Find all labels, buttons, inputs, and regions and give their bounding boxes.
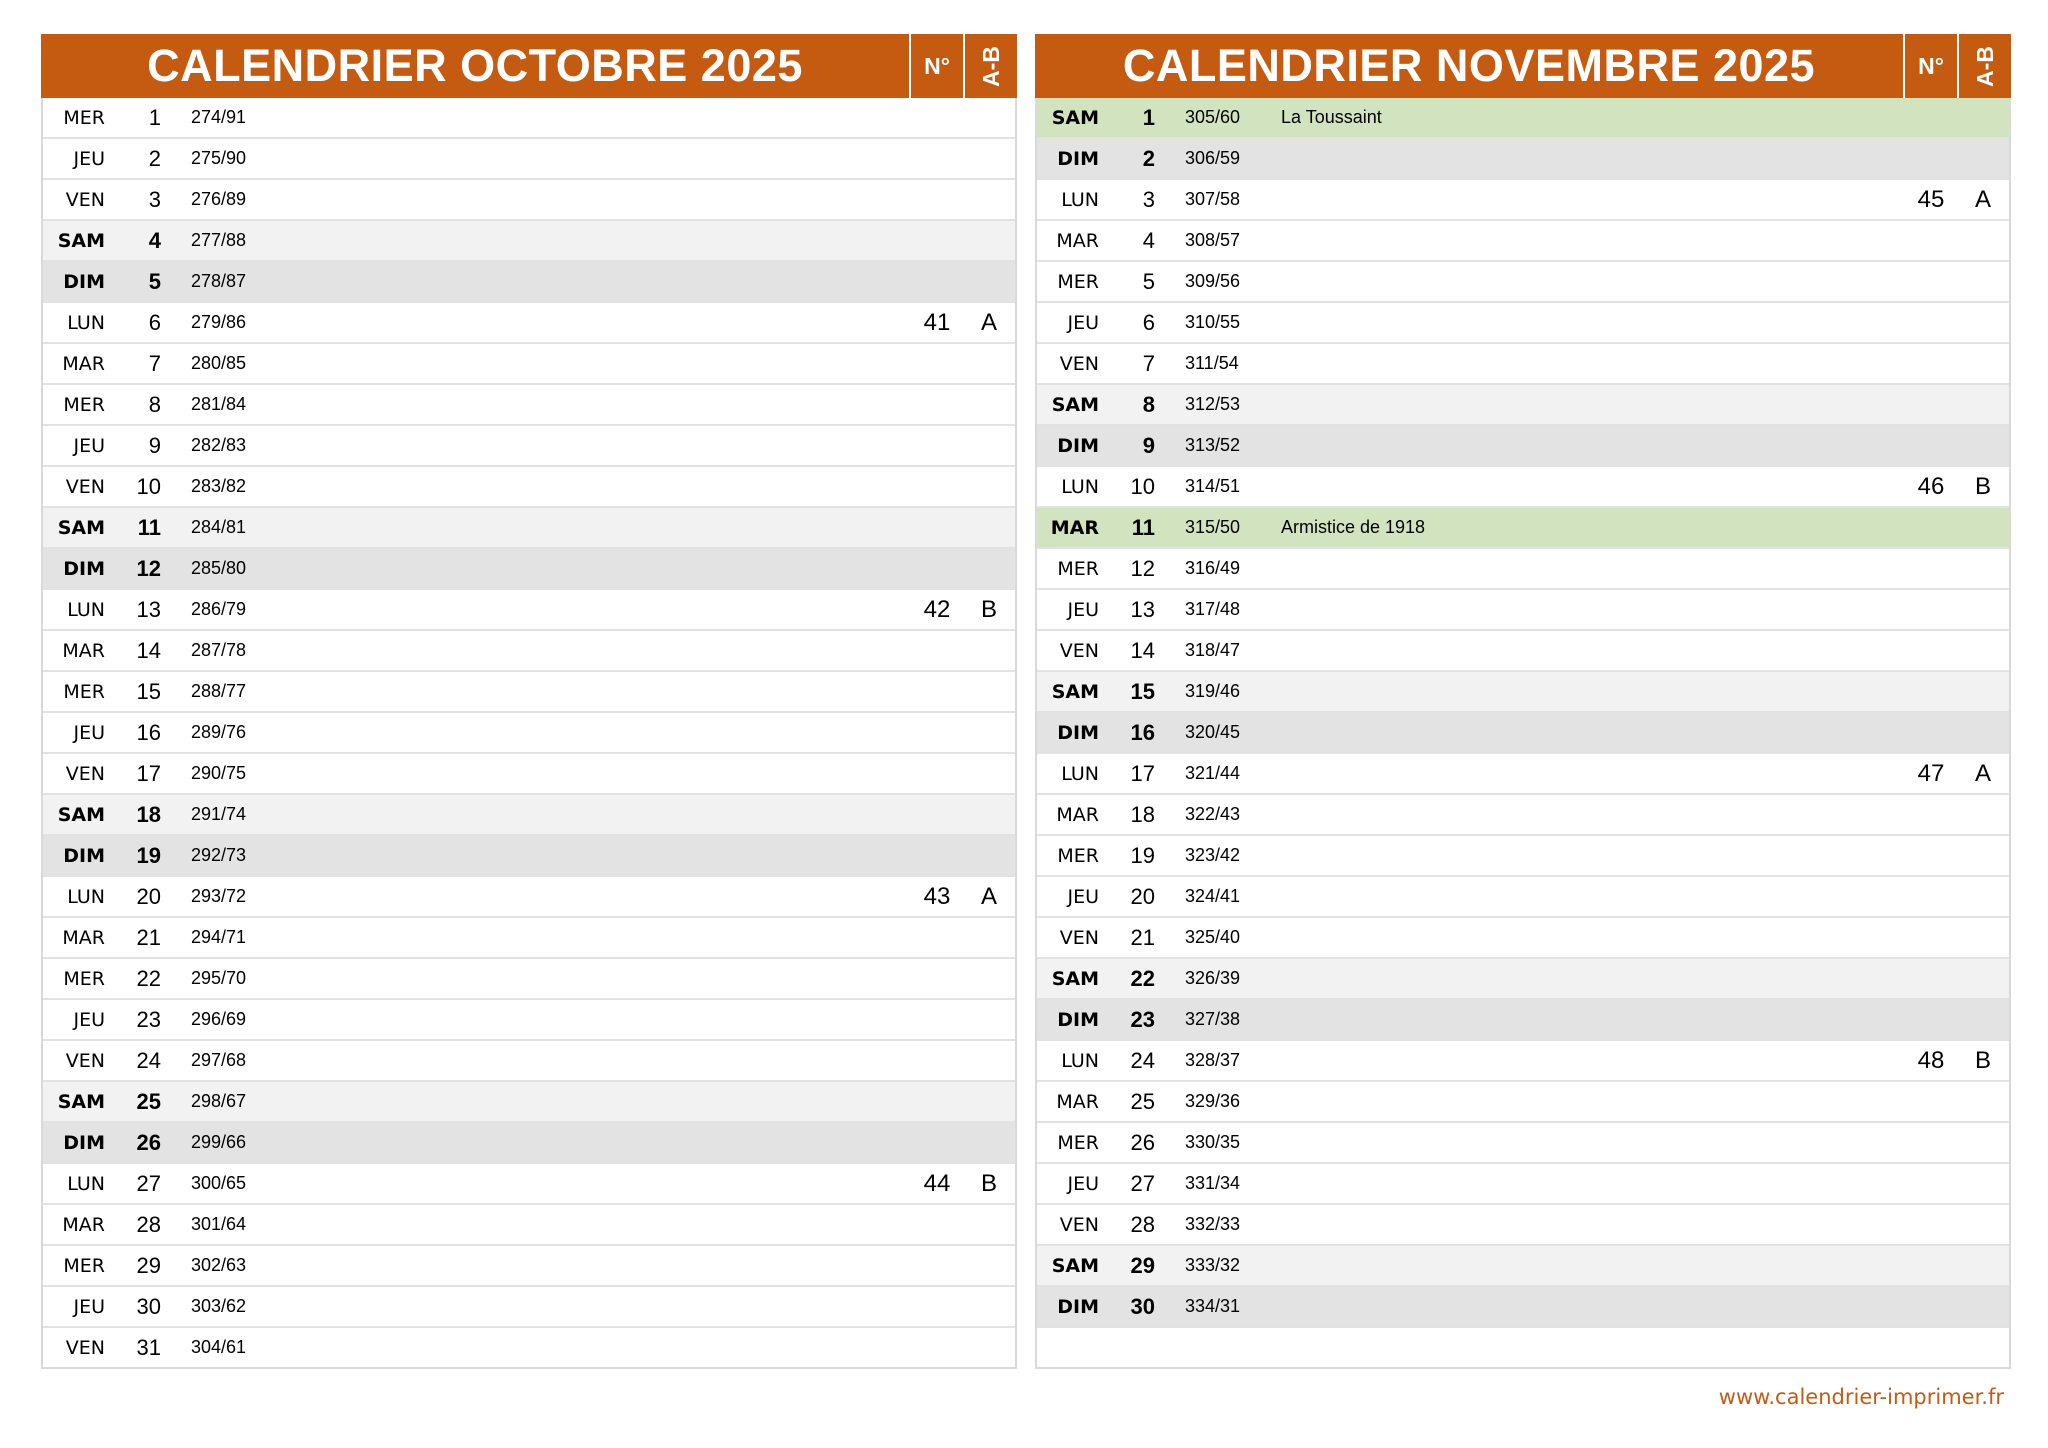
day-name: JEU: [1067, 1172, 1099, 1195]
day-of-year: 298/67: [191, 1091, 247, 1111]
day-name: VEN: [65, 188, 105, 211]
day-number: 12: [1130, 555, 1155, 581]
day-number: 3: [1142, 186, 1155, 212]
day-name: DIM: [63, 557, 105, 580]
day-row: [43, 1123, 1015, 1164]
day-of-year: 311/54: [1185, 353, 1239, 373]
day-number: 18: [1130, 801, 1155, 827]
day-row: [43, 754, 1015, 795]
day-name: VEN: [65, 1049, 105, 1072]
day-of-year: 309/56: [1185, 271, 1241, 291]
november-week-number-header: N°: [1903, 34, 1957, 98]
day-row: [43, 262, 1015, 303]
day-name: DIM: [1057, 147, 1099, 170]
day-name: DIM: [1057, 1295, 1099, 1318]
week-ab: B: [980, 595, 997, 623]
day-number: 1: [148, 104, 161, 130]
day-row: [1037, 1041, 2009, 1082]
week-ab: A: [980, 308, 997, 336]
day-row: [1037, 590, 2009, 631]
day-of-year: 282/83: [191, 435, 247, 455]
day-name: DIM: [1057, 721, 1099, 744]
day-number: 5: [1142, 268, 1155, 294]
day-name: SAM: [1051, 680, 1099, 703]
day-name: JEU: [73, 1008, 105, 1031]
day-of-year: 306/59: [1185, 148, 1241, 168]
day-name: MAR: [62, 352, 105, 375]
day-number: 9: [1142, 432, 1155, 458]
day-name: LUN: [67, 311, 105, 334]
day-row: [1037, 303, 2009, 344]
day-of-year: 279/86: [191, 312, 247, 332]
day-row: [43, 549, 1015, 590]
day-name: DIM: [63, 270, 105, 293]
november-title: CALENDRIER NOVEMBRE 2025: [1122, 40, 1816, 91]
day-of-year: 304/61: [191, 1337, 247, 1357]
day-of-year: 284/81: [191, 517, 247, 537]
day-number: 26: [1130, 1129, 1155, 1155]
day-name: SAM: [1051, 1254, 1099, 1277]
day-row: [1037, 467, 2009, 508]
week-ab: B: [1974, 1046, 1991, 1074]
day-of-year: 319/46: [1185, 681, 1241, 701]
day-row: [43, 1041, 1015, 1082]
day-of-year: 276/89: [191, 189, 247, 209]
day-number: 8: [148, 391, 161, 417]
day-number: 4: [1142, 227, 1155, 253]
day-number: 30: [136, 1293, 161, 1319]
day-row: [43, 631, 1015, 672]
day-name: MER: [1057, 1131, 1099, 1154]
day-name: JEU: [1067, 885, 1099, 908]
day-number: 28: [1130, 1211, 1155, 1237]
day-name: SAM: [1051, 106, 1099, 129]
day-name: LUN: [1061, 1049, 1099, 1072]
day-row: [43, 795, 1015, 836]
november-header: [1035, 34, 2011, 98]
day-number: 19: [136, 842, 161, 868]
day-number: 25: [136, 1088, 161, 1114]
week-ab: B: [980, 1169, 997, 1197]
day-of-year: 315/50: [1185, 517, 1241, 537]
day-of-year: 327/38: [1185, 1009, 1241, 1029]
day-of-year: 329/36: [1185, 1091, 1241, 1111]
day-row: [43, 1205, 1015, 1246]
day-of-year: 300/65: [191, 1173, 247, 1193]
day-of-year: 299/66: [191, 1132, 247, 1152]
day-number: 19: [1130, 842, 1155, 868]
day-of-year: 285/80: [191, 558, 247, 578]
october-title: CALENDRIER OCTOBRE 2025: [147, 40, 803, 91]
day-name: VEN: [65, 762, 105, 785]
week-ab: A: [1974, 185, 1991, 213]
day-of-year: 292/73: [191, 845, 247, 865]
day-row: [1037, 631, 2009, 672]
day-number: 11: [137, 514, 161, 540]
day-number: 28: [136, 1211, 161, 1237]
day-row: [43, 508, 1015, 549]
day-name: MAR: [62, 926, 105, 949]
day-row: [43, 590, 1015, 631]
footer-url[interactable]: www.calendrier-imprimer.fr: [1718, 1385, 2004, 1409]
day-number: 29: [1130, 1252, 1155, 1278]
day-name: LUN: [1061, 188, 1099, 211]
day-of-year: 290/75: [191, 763, 247, 783]
day-name: JEU: [1067, 311, 1099, 334]
day-name: VEN: [1059, 639, 1099, 662]
day-of-year: 320/45: [1185, 722, 1241, 742]
day-name: MER: [63, 1254, 105, 1277]
day-number: 8: [1142, 391, 1155, 417]
day-name: MER: [63, 393, 105, 416]
day-name: MER: [63, 106, 105, 129]
day-name: MAR: [1056, 229, 1099, 252]
event-label: La Toussaint: [1281, 107, 1382, 127]
day-of-year: 287/78: [191, 640, 247, 660]
day-of-year: 275/90: [191, 148, 247, 168]
day-row: [1037, 713, 2009, 754]
day-of-year: 334/31: [1185, 1296, 1241, 1316]
day-number: 27: [136, 1170, 161, 1196]
day-number: 10: [136, 473, 161, 499]
day-row: [43, 1082, 1015, 1123]
day-name: MAR: [62, 639, 105, 662]
day-row: [43, 180, 1015, 221]
day-row: [1037, 1246, 2009, 1287]
day-of-year: 296/69: [191, 1009, 247, 1029]
day-number: 24: [136, 1047, 161, 1073]
november-day-list: [1035, 98, 2011, 1369]
week-number: 47: [1917, 759, 1945, 787]
day-row: [1037, 98, 2009, 139]
day-name: JEU: [73, 1295, 105, 1318]
day-name: SAM: [1051, 393, 1099, 416]
november-calendar: [1035, 34, 2011, 1369]
day-of-year: 305/60: [1185, 107, 1241, 127]
week-ab: B: [1974, 472, 1991, 500]
day-row: [1037, 672, 2009, 713]
day-row: [1037, 1205, 2009, 1246]
day-name: LUN: [67, 598, 105, 621]
day-name: SAM: [57, 516, 105, 539]
day-of-year: 330/35: [1185, 1132, 1241, 1152]
week-number: 48: [1917, 1046, 1945, 1074]
day-row: [43, 1287, 1015, 1328]
day-number: 10: [1130, 473, 1155, 499]
day-of-year: 325/40: [1185, 927, 1241, 947]
day-number: 23: [1130, 1006, 1155, 1032]
day-number: 1: [1142, 104, 1155, 130]
day-number: 13: [136, 596, 161, 622]
day-row: [1037, 344, 2009, 385]
day-number: 6: [148, 309, 161, 335]
day-row: [1037, 1000, 2009, 1041]
day-of-year: 277/88: [191, 230, 247, 250]
day-of-year: 293/72: [191, 886, 247, 906]
day-number: 30: [1130, 1293, 1155, 1319]
day-of-year: 294/71: [191, 927, 247, 947]
day-of-year: 332/33: [1185, 1214, 1241, 1234]
october-day-list: [41, 98, 1017, 1369]
day-row: [43, 1246, 1015, 1287]
day-number: 18: [136, 801, 161, 827]
day-name: MAR: [1056, 803, 1099, 826]
day-row: [1037, 385, 2009, 426]
october-week-number-header: N°: [909, 34, 963, 98]
week-number: 45: [1917, 185, 1945, 213]
day-number: 16: [1130, 719, 1155, 745]
day-of-year: 333/32: [1185, 1255, 1241, 1275]
day-number: 21: [136, 924, 161, 950]
day-number: 22: [136, 965, 161, 991]
week-ab: A: [1974, 759, 1991, 787]
day-of-year: 280/85: [191, 353, 247, 373]
day-row: [1037, 426, 2009, 467]
day-name: SAM: [57, 803, 105, 826]
day-of-year: 322/43: [1185, 804, 1241, 824]
day-row: [43, 221, 1015, 262]
day-number: 11: [1131, 514, 1155, 540]
day-row: [43, 672, 1015, 713]
day-row: [1037, 549, 2009, 590]
day-row: [1037, 836, 2009, 877]
day-name: JEU: [73, 721, 105, 744]
day-of-year: 328/37: [1185, 1050, 1241, 1070]
week-number: 46: [1917, 472, 1945, 500]
day-row: [43, 303, 1015, 344]
day-number: 20: [136, 883, 161, 909]
day-of-year: 297/68: [191, 1050, 247, 1070]
day-row: [43, 344, 1015, 385]
day-row: [43, 959, 1015, 1000]
day-name: JEU: [73, 147, 105, 170]
day-row: [1037, 918, 2009, 959]
week-number: 44: [923, 1169, 951, 1197]
day-of-year: 313/52: [1185, 435, 1241, 455]
day-of-year: 302/63: [191, 1255, 247, 1275]
day-row: [43, 98, 1015, 139]
day-name: MER: [63, 967, 105, 990]
november-ab-header: [1957, 34, 2011, 98]
day-row: [43, 836, 1015, 877]
day-row: [43, 426, 1015, 467]
day-number: 29: [136, 1252, 161, 1278]
day-name: MER: [63, 680, 105, 703]
day-name: DIM: [1057, 434, 1099, 457]
day-name: LUN: [67, 885, 105, 908]
day-row: [43, 385, 1015, 426]
day-of-year: 303/62: [191, 1296, 247, 1316]
day-name: DIM: [63, 1131, 105, 1154]
day-name: SAM: [57, 1090, 105, 1113]
day-number: 22: [1130, 965, 1155, 991]
day-number: 13: [1130, 596, 1155, 622]
day-number: 17: [136, 760, 161, 786]
day-row: [43, 713, 1015, 754]
day-name: MAR: [1056, 1090, 1099, 1113]
day-name: VEN: [1059, 926, 1099, 949]
day-name: LUN: [67, 1172, 105, 1195]
day-row: [1037, 1287, 2009, 1328]
day-number: 23: [136, 1006, 161, 1032]
day-of-year: 307/58: [1185, 189, 1241, 209]
day-name: LUN: [1061, 475, 1099, 498]
day-row: [1037, 139, 2009, 180]
day-of-year: 321/44: [1185, 763, 1241, 783]
day-of-year: 308/57: [1185, 230, 1241, 250]
day-number: 25: [1130, 1088, 1155, 1114]
day-number: 14: [1130, 637, 1155, 663]
day-name: MAR: [62, 1213, 105, 1236]
day-row: [43, 139, 1015, 180]
day-of-year: 317/48: [1185, 599, 1241, 619]
day-number: 15: [136, 678, 161, 704]
day-name: VEN: [1059, 352, 1099, 375]
day-number: 14: [136, 637, 161, 663]
day-row: [43, 1164, 1015, 1205]
day-number: 20: [1130, 883, 1155, 909]
day-name: SAM: [57, 229, 105, 252]
november-ab-header-label: A-B: [1971, 45, 1998, 87]
day-of-year: 278/87: [191, 271, 247, 291]
week-ab: A: [980, 882, 997, 910]
day-name: MER: [1057, 270, 1099, 293]
day-of-year: 316/49: [1185, 558, 1241, 578]
week-number: 42: [923, 595, 951, 623]
day-of-year: 283/82: [191, 476, 247, 496]
day-row: [43, 877, 1015, 918]
day-number: 4: [148, 227, 161, 253]
october-calendar: [41, 34, 1017, 1369]
day-of-year: 286/79: [191, 599, 247, 619]
october-ab-header-label: A-B: [977, 45, 1004, 87]
day-name: VEN: [65, 1336, 105, 1359]
day-of-year: 281/84: [191, 394, 247, 414]
day-row: [1037, 1082, 2009, 1123]
day-name: SAM: [1051, 967, 1099, 990]
day-number: 16: [136, 719, 161, 745]
day-of-year: 310/55: [1185, 312, 1241, 332]
day-of-year: 324/41: [1185, 886, 1241, 906]
day-row: [1037, 262, 2009, 303]
day-number: 31: [136, 1334, 161, 1360]
day-number: 12: [136, 555, 161, 581]
day-name: VEN: [1059, 1213, 1099, 1236]
day-of-year: 314/51: [1185, 476, 1241, 496]
day-of-year: 274/91: [191, 107, 247, 127]
day-of-year: 291/74: [191, 804, 247, 824]
week-number: 41: [923, 308, 951, 336]
day-number: 5: [148, 268, 161, 294]
day-row: [1037, 959, 2009, 1000]
day-of-year: 326/39: [1185, 968, 1241, 988]
day-row: [43, 1328, 1015, 1367]
october-ab-header: [963, 34, 1017, 98]
day-row: [43, 918, 1015, 959]
day-name: MER: [1057, 557, 1099, 580]
day-number: 24: [1130, 1047, 1155, 1073]
day-row: [43, 467, 1015, 508]
day-row: [1037, 1123, 2009, 1164]
day-number: 17: [1130, 760, 1155, 786]
day-number: 2: [148, 145, 161, 171]
day-name: MER: [1057, 844, 1099, 867]
day-name: MAR: [1050, 516, 1099, 539]
day-of-year: 289/76: [191, 722, 247, 742]
day-row: [1037, 221, 2009, 262]
october-header: [41, 34, 1017, 98]
day-name: DIM: [1057, 1008, 1099, 1031]
day-of-year: 301/64: [191, 1214, 247, 1234]
day-row: [1037, 508, 2009, 549]
day-number: 9: [148, 432, 161, 458]
day-number: 3: [148, 186, 161, 212]
day-row: [1037, 877, 2009, 918]
day-of-year: 331/34: [1185, 1173, 1241, 1193]
day-number: 15: [1130, 678, 1155, 704]
day-number: 21: [1130, 924, 1155, 950]
day-number: 7: [148, 350, 161, 376]
empty-row: [1037, 1328, 2009, 1367]
day-of-year: 323/42: [1185, 845, 1241, 865]
day-number: 6: [1142, 309, 1155, 335]
day-number: 7: [1142, 350, 1155, 376]
day-of-year: 288/77: [191, 681, 247, 701]
event-label: Armistice de 1918: [1281, 517, 1426, 537]
day-of-year: 318/47: [1185, 640, 1241, 660]
day-name: VEN: [65, 475, 105, 498]
day-number: 26: [136, 1129, 161, 1155]
week-number: 43: [923, 882, 951, 910]
day-row: [43, 1000, 1015, 1041]
day-of-year: 295/70: [191, 968, 247, 988]
day-name: JEU: [73, 434, 105, 457]
day-row: [1037, 754, 2009, 795]
day-name: LUN: [1061, 762, 1099, 785]
day-row: [1037, 1164, 2009, 1205]
day-of-year: 312/53: [1185, 394, 1241, 414]
day-number: 2: [1142, 145, 1155, 171]
day-name: DIM: [63, 844, 105, 867]
day-row: [1037, 795, 2009, 836]
day-name: JEU: [1067, 598, 1099, 621]
day-row: [1037, 180, 2009, 221]
day-number: 27: [1130, 1170, 1155, 1196]
